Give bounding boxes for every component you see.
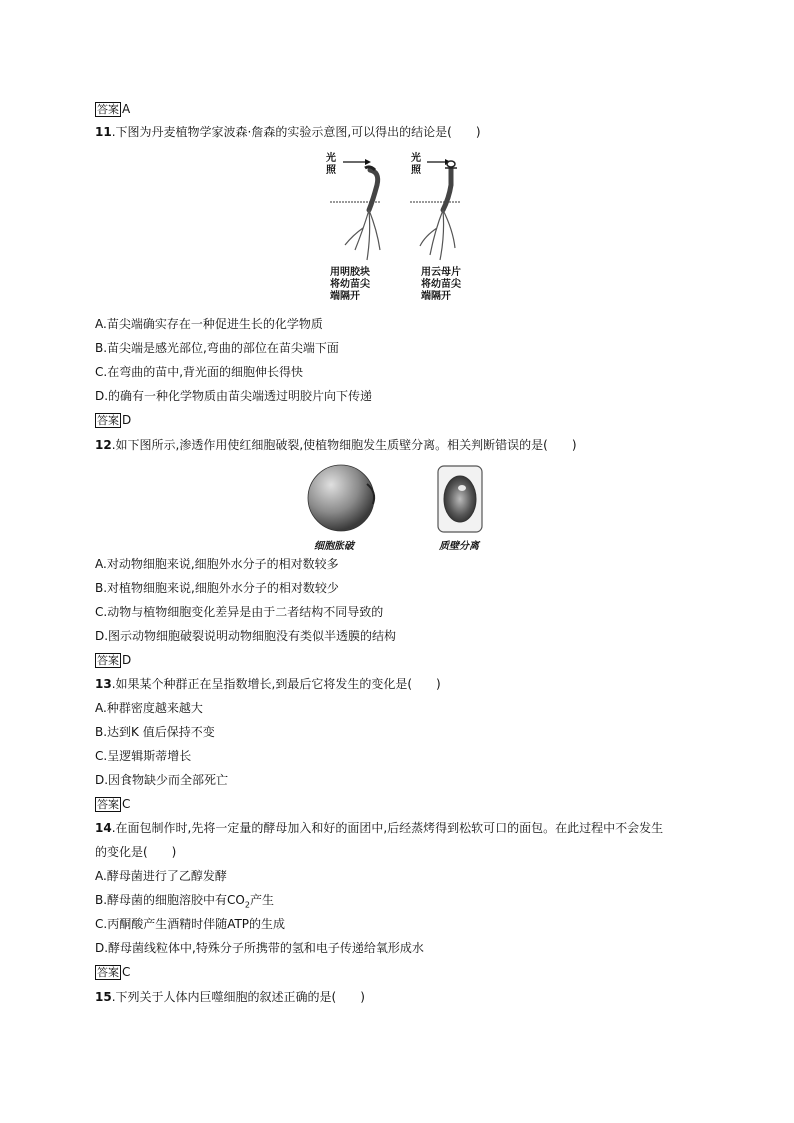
answer-line-11 <box>95 412 131 428</box>
left-caption-3: 端隔开 <box>330 291 360 302</box>
answer-value: D <box>122 653 132 667</box>
question-11-stem <box>95 124 481 140</box>
question-text: .在面包制作时,先将一定量的酵母加入和好的面团中,后经蒸烤得到松软可口的面包。在此过程中不会发生 <box>111 821 664 835</box>
question-number: 15 <box>95 990 112 1004</box>
right-caption-2: 将幼苗尖 <box>421 279 461 290</box>
answer-value: D <box>122 413 132 427</box>
option-12-d: D.图示动物细胞破裂说明动物细胞没有类似半透膜的结构 <box>95 629 397 643</box>
plant-protoplast <box>444 476 476 522</box>
question-13-stem <box>95 676 441 692</box>
question-12-stem <box>95 437 577 453</box>
option-11-b: B.苗尖端是感光部位,弯曲的部位在苗尖端下面 <box>95 341 339 355</box>
seedling-right-tip <box>447 161 455 167</box>
option-14-b-text: B.酵母菌的细胞溶胶中有CO <box>95 893 245 907</box>
option-12-a: A.对动物细胞来说,细胞外水分子的相对数较多 <box>95 557 339 571</box>
option-11-d: D.的确有一种化学物质由苗尖端透过明胶片向下传递 <box>95 389 373 403</box>
answer-label: 答案 <box>97 797 119 811</box>
answer-label: 答案 <box>97 102 119 116</box>
option-13-c: C.呈逻辑斯蒂增长 <box>95 749 192 763</box>
answer-label: 答案 <box>97 413 119 427</box>
option-13-b: B.达到K 值后保持不变 <box>95 725 215 739</box>
question-15-stem <box>95 989 365 1005</box>
cell-figure <box>305 462 495 534</box>
option-14-b <box>95 892 274 913</box>
question-number: 12 <box>95 438 112 452</box>
answer-value: C <box>122 965 131 979</box>
answer-label: 答案 <box>97 653 119 667</box>
option-12-b: B.对植物细胞来说,细胞外水分子的相对数较少 <box>95 581 339 595</box>
answer-line-12 <box>95 652 131 668</box>
seedling-right-roots <box>420 210 455 260</box>
subscript: 2 <box>244 900 250 910</box>
right-caption-3: 端隔开 <box>421 291 451 302</box>
seedling-right-stem <box>443 168 451 210</box>
option-11-a: A.苗尖端确实存在一种促进生长的化学物质 <box>95 317 323 331</box>
option-13-d: D.因食物缺少而全部死亡 <box>95 773 229 787</box>
question-number: 14 <box>95 821 112 835</box>
answer-line-10 <box>95 101 130 117</box>
light-label-d: 照 <box>411 165 421 176</box>
option-14-b-tail: 产生 <box>249 893 274 907</box>
question-14-stem <box>95 820 663 836</box>
light-label-c: 光 <box>411 153 421 164</box>
plasmolysis-caption: 质壁分离 <box>439 541 479 552</box>
question-text: .下列关于人体内巨噬细胞的叙述正确的是( ) <box>111 990 365 1004</box>
option-14-a: A.酵母菌进行了乙醇发酵 <box>95 869 227 883</box>
option-11-c: C.在弯曲的苗中,背光面的细胞伸长得快 <box>95 365 304 379</box>
seedling-left-roots <box>345 210 380 260</box>
option-12-c: C.动物与植物细胞变化差异是由于二者结构不同导致的 <box>95 605 384 619</box>
light-label-a: 光 <box>326 153 336 164</box>
answer-value: A <box>122 102 131 116</box>
burst-red-blood-cell <box>308 465 374 531</box>
option-14-c: C.丙酮酸产生酒精时伴随ATP的生成 <box>95 917 286 931</box>
arrow-head-left-icon <box>365 159 371 165</box>
answer-line-13 <box>95 796 130 812</box>
left-caption-1: 用明胶块 <box>330 267 370 278</box>
seedling-left-stem <box>369 170 378 210</box>
right-caption-1: 用云母片 <box>421 267 461 278</box>
question-text: .如下图所示,渗透作用使红细胞破裂,使植物细胞发生质壁分离。相关判断错误的是( ) <box>111 438 577 452</box>
answer-value: C <box>122 797 131 811</box>
question-number: 11 <box>95 125 112 139</box>
option-14-d: D.酵母菌线粒体中,特殊分子所携带的氢和电子传递给氧形成水 <box>95 941 424 955</box>
question-number: 13 <box>95 677 112 691</box>
option-13-a: A.种群密度越来越大 <box>95 701 203 715</box>
answer-line-14 <box>95 964 130 980</box>
cell-burst-caption: 细胞胀破 <box>314 541 354 552</box>
question-text: .如果某个种群正在呈指数增长,到最后它将发生的变化是( ) <box>111 677 441 691</box>
question-text: .下图为丹麦植物学家波森·詹森的实验示意图,可以得出的结论是( ) <box>111 125 481 139</box>
light-label-b: 照 <box>326 165 336 176</box>
left-caption-2: 将幼苗尖 <box>330 279 370 290</box>
question-14-stem-cont: 的变化是( ) <box>95 845 177 859</box>
plant-nucleus <box>458 485 466 491</box>
answer-label: 答案 <box>97 965 119 979</box>
